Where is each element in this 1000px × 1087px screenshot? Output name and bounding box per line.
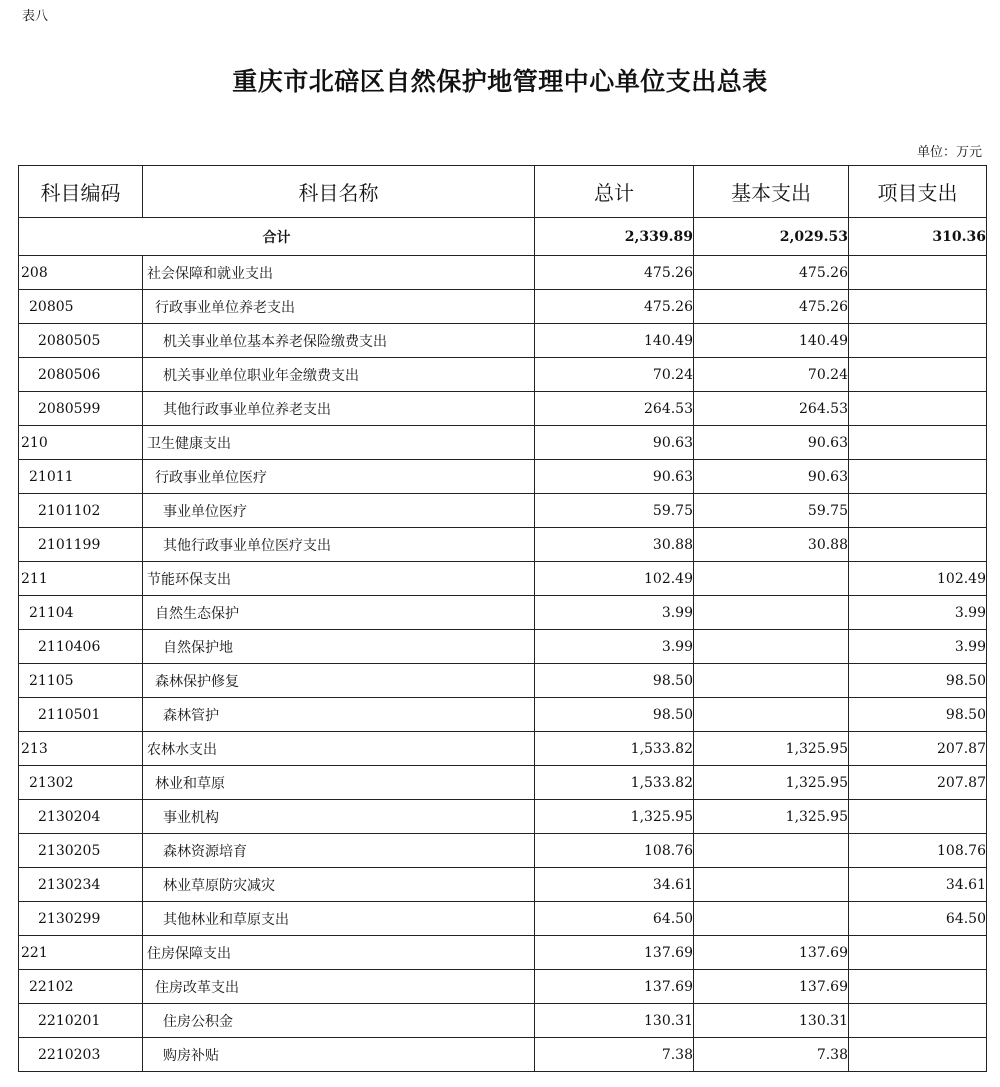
row-basic: 130.31 xyxy=(694,1004,849,1038)
row-total: 59.75 xyxy=(535,494,694,528)
row-basic xyxy=(694,562,849,596)
row-code: 22102 xyxy=(19,970,143,1004)
row-project xyxy=(849,358,987,392)
row-code: 21302 xyxy=(19,766,143,800)
header-total: 总计 xyxy=(535,166,694,218)
table-row xyxy=(19,290,987,324)
table-row xyxy=(19,528,987,562)
row-name: 节能环保支出 xyxy=(143,562,535,596)
row-basic xyxy=(694,698,849,732)
row-total: 7.38 xyxy=(535,1038,694,1072)
row-basic: 59.75 xyxy=(694,494,849,528)
row-total: 140.49 xyxy=(535,324,694,358)
table-row xyxy=(19,562,987,596)
row-project xyxy=(849,460,987,494)
row-total: 137.69 xyxy=(535,936,694,970)
row-code: 2130204 xyxy=(19,800,143,834)
table-row xyxy=(19,868,987,902)
total-sum: 2,339.89 xyxy=(535,218,694,256)
table-row xyxy=(19,732,987,766)
table-row xyxy=(19,1004,987,1038)
row-total: 264.53 xyxy=(535,392,694,426)
row-total: 98.50 xyxy=(535,698,694,732)
row-total: 70.24 xyxy=(535,358,694,392)
row-basic: 30.88 xyxy=(694,528,849,562)
row-total: 64.50 xyxy=(535,902,694,936)
table-row xyxy=(19,494,987,528)
row-project: 3.99 xyxy=(849,596,987,630)
table-row xyxy=(19,970,987,1004)
row-project xyxy=(849,290,987,324)
row-basic: 264.53 xyxy=(694,392,849,426)
row-total: 108.76 xyxy=(535,834,694,868)
row-code: 2130234 xyxy=(19,868,143,902)
row-project: 34.61 xyxy=(849,868,987,902)
row-project: 108.76 xyxy=(849,834,987,868)
row-total: 30.88 xyxy=(535,528,694,562)
row-code: 2101102 xyxy=(19,494,143,528)
row-project: 98.50 xyxy=(849,698,987,732)
row-name: 森林管护 xyxy=(143,698,535,732)
row-total: 1,325.95 xyxy=(535,800,694,834)
row-project: 207.87 xyxy=(849,732,987,766)
row-code: 2210203 xyxy=(19,1038,143,1072)
table-number: 表八 xyxy=(22,9,49,24)
row-code: 2080505 xyxy=(19,324,143,358)
header-project: 项目支出 xyxy=(849,166,987,218)
row-project: 98.50 xyxy=(849,664,987,698)
table-row xyxy=(19,596,987,630)
total-project: 310.36 xyxy=(849,218,987,256)
row-code: 2080599 xyxy=(19,392,143,426)
table-row xyxy=(19,256,987,290)
row-name: 机关事业单位职业年金缴费支出 xyxy=(143,358,535,392)
row-basic: 1,325.95 xyxy=(694,800,849,834)
row-total: 1,533.82 xyxy=(535,766,694,800)
table-row xyxy=(19,1038,987,1072)
table-row xyxy=(19,936,987,970)
row-total: 102.49 xyxy=(535,562,694,596)
row-total: 3.99 xyxy=(535,596,694,630)
row-code: 21104 xyxy=(19,596,143,630)
row-total: 1,533.82 xyxy=(535,732,694,766)
row-name: 农林水支出 xyxy=(143,732,535,766)
row-code: 20805 xyxy=(19,290,143,324)
row-project xyxy=(849,324,987,358)
table-row xyxy=(19,392,987,426)
row-total: 90.63 xyxy=(535,426,694,460)
table-row xyxy=(19,766,987,800)
row-project xyxy=(849,392,987,426)
row-name: 机关事业单位基本养老保险缴费支出 xyxy=(143,324,535,358)
row-total: 130.31 xyxy=(535,1004,694,1038)
table-row xyxy=(19,358,987,392)
row-project xyxy=(849,1004,987,1038)
header-row xyxy=(19,166,987,218)
row-name: 住房保障支出 xyxy=(143,936,535,970)
row-code: 221 xyxy=(19,936,143,970)
row-name: 自然保护地 xyxy=(143,630,535,664)
row-name: 林业草原防灾减灾 xyxy=(143,868,535,902)
row-name: 住房公积金 xyxy=(143,1004,535,1038)
row-name: 其他行政事业单位养老支出 xyxy=(143,392,535,426)
row-project xyxy=(849,426,987,460)
row-project: 207.87 xyxy=(849,766,987,800)
row-basic: 90.63 xyxy=(694,460,849,494)
row-name: 事业机构 xyxy=(143,800,535,834)
row-name: 卫生健康支出 xyxy=(143,426,535,460)
row-project: 3.99 xyxy=(849,630,987,664)
row-basic: 70.24 xyxy=(694,358,849,392)
row-code: 21105 xyxy=(19,664,143,698)
row-basic xyxy=(694,834,849,868)
row-total: 137.69 xyxy=(535,970,694,1004)
row-code: 2080506 xyxy=(19,358,143,392)
row-basic xyxy=(694,868,849,902)
row-name: 行政事业单位养老支出 xyxy=(143,290,535,324)
table-row xyxy=(19,630,987,664)
row-code: 211 xyxy=(19,562,143,596)
expenditure-table xyxy=(18,165,987,1072)
row-project xyxy=(849,936,987,970)
row-total: 34.61 xyxy=(535,868,694,902)
row-name: 社会保障和就业支出 xyxy=(143,256,535,290)
row-name: 林业和草原 xyxy=(143,766,535,800)
row-total: 475.26 xyxy=(535,290,694,324)
table-row xyxy=(19,698,987,732)
row-basic: 7.38 xyxy=(694,1038,849,1072)
row-basic: 140.49 xyxy=(694,324,849,358)
row-basic: 475.26 xyxy=(694,256,849,290)
table-row xyxy=(19,800,987,834)
row-basic: 137.69 xyxy=(694,936,849,970)
table-row xyxy=(19,426,987,460)
row-code: 2130205 xyxy=(19,834,143,868)
row-name: 其他行政事业单位医疗支出 xyxy=(143,528,535,562)
row-basic xyxy=(694,630,849,664)
document-title: 重庆市北碚区自然保护地管理中心单位支出总表 xyxy=(232,67,768,96)
row-name: 住房改革支出 xyxy=(143,970,535,1004)
table-row xyxy=(19,664,987,698)
row-total: 475.26 xyxy=(535,256,694,290)
table-row xyxy=(19,834,987,868)
total-row xyxy=(19,218,987,256)
row-basic xyxy=(694,902,849,936)
row-project xyxy=(849,1038,987,1072)
row-code: 2210201 xyxy=(19,1004,143,1038)
row-name: 森林保护修复 xyxy=(143,664,535,698)
row-total: 90.63 xyxy=(535,460,694,494)
total-label: 合计 xyxy=(19,218,535,256)
row-name: 森林资源培育 xyxy=(143,834,535,868)
row-code: 2101199 xyxy=(19,528,143,562)
row-code: 208 xyxy=(19,256,143,290)
row-code: 210 xyxy=(19,426,143,460)
row-code: 21011 xyxy=(19,460,143,494)
row-name: 行政事业单位医疗 xyxy=(143,460,535,494)
row-basic: 90.63 xyxy=(694,426,849,460)
row-project: 64.50 xyxy=(849,902,987,936)
header-code: 科目编码 xyxy=(19,166,143,218)
row-basic: 137.69 xyxy=(694,970,849,1004)
row-project: 102.49 xyxy=(849,562,987,596)
row-basic: 1,325.95 xyxy=(694,732,849,766)
row-project xyxy=(849,494,987,528)
header-basic: 基本支出 xyxy=(694,166,849,218)
row-name: 自然生态保护 xyxy=(143,596,535,630)
row-name: 购房补贴 xyxy=(143,1038,535,1072)
row-code: 2110406 xyxy=(19,630,143,664)
total-basic: 2,029.53 xyxy=(694,218,849,256)
row-project xyxy=(849,800,987,834)
row-basic xyxy=(694,664,849,698)
row-code: 2110501 xyxy=(19,698,143,732)
row-total: 3.99 xyxy=(535,630,694,664)
row-name: 事业单位医疗 xyxy=(143,494,535,528)
row-project xyxy=(849,256,987,290)
table-row xyxy=(19,460,987,494)
table-row xyxy=(19,902,987,936)
header-name: 科目名称 xyxy=(143,166,535,218)
row-project xyxy=(849,528,987,562)
table-row xyxy=(19,324,987,358)
row-project xyxy=(849,970,987,1004)
row-name: 其他林业和草原支出 xyxy=(143,902,535,936)
unit-label: 单位：万元 xyxy=(916,145,982,160)
row-code: 2130299 xyxy=(19,902,143,936)
row-basic: 475.26 xyxy=(694,290,849,324)
row-basic xyxy=(694,596,849,630)
row-basic: 1,325.95 xyxy=(694,766,849,800)
row-total: 98.50 xyxy=(535,664,694,698)
row-code: 213 xyxy=(19,732,143,766)
